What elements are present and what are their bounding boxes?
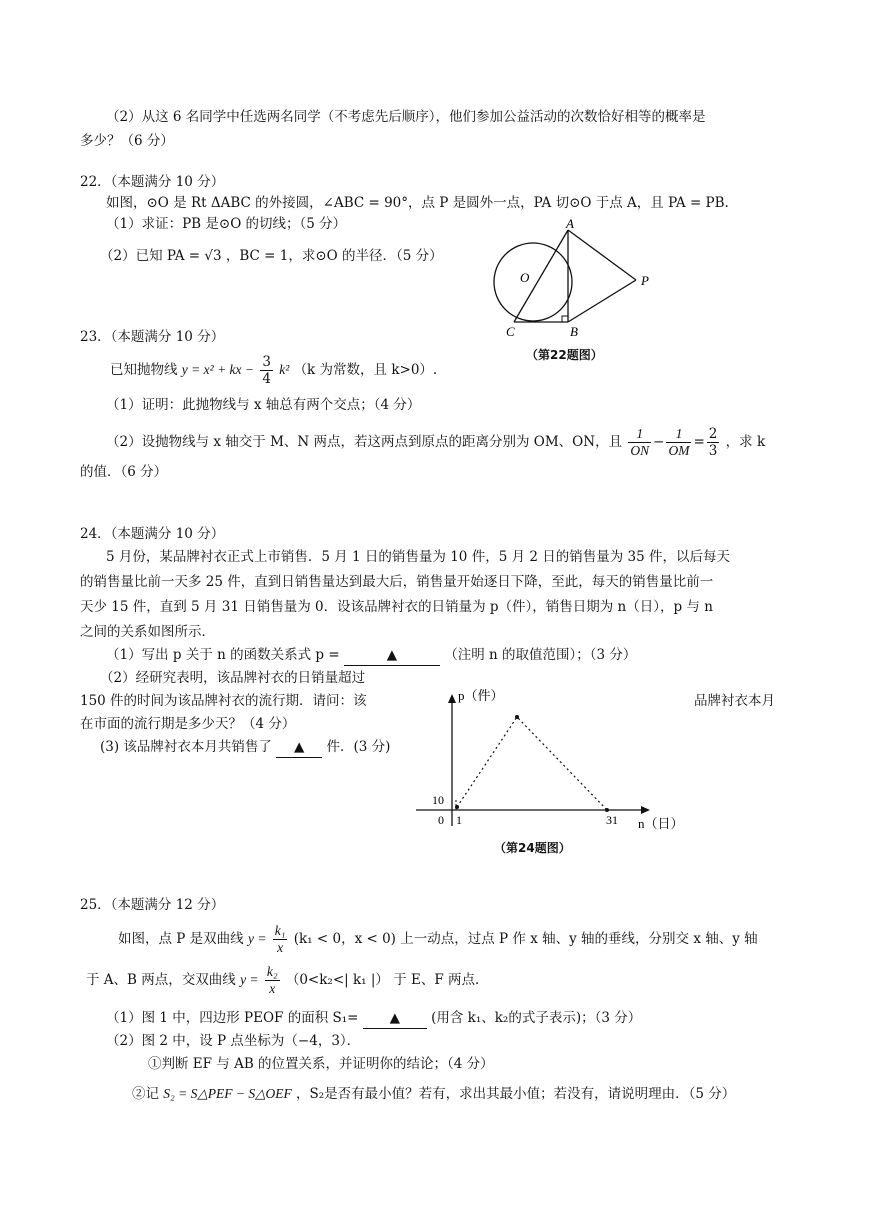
q25-stem-pre: 如图，点 P 是双曲线 [118, 931, 244, 947]
q24-line2: 的销售量比前一天多 25 件，直到日销售量达到最大后，销售量开始逐日下降，至此，每天的销售量比前一 [80, 574, 714, 590]
q24-line4: 之间的关系如图所示． [80, 624, 215, 640]
q23-f2-den: OM [668, 443, 690, 458]
q23-eq-tail: k² [279, 362, 290, 377]
q24-header: 24．（本题满分 10 分） [80, 526, 225, 542]
q25-part1-pre: （1）图 1 中，四边形 PEOF 的面积 S₁= [106, 1010, 359, 1026]
q23-part2 [106, 424, 765, 460]
q25-part2-ii-pre: ②记 [132, 1086, 159, 1102]
q23-part2-line2: 的值．（6 分） [80, 464, 168, 480]
q23-frac-den: 4 [262, 371, 271, 387]
q23-f1-den: ON [630, 443, 650, 458]
tick-y-10: 10 [432, 793, 444, 807]
q24-part3 [100, 737, 390, 758]
q25-part2-i: ①判断 EF 与 AB 的位置关系，并证明你的结论；（4 分） [148, 1056, 494, 1072]
q25-part1 [106, 1008, 641, 1029]
x-axis-label: n（日） [638, 816, 684, 831]
right-angle-mark [562, 316, 568, 322]
series-line [457, 717, 607, 810]
q25-part2-ii [132, 1084, 735, 1104]
q25-part2-ii-eq: S₂ = S△PEF − S△OEF [163, 1086, 292, 1101]
q24-part1 [106, 645, 636, 666]
y-axis-label: p（件） [458, 688, 504, 703]
q23-stem-pre: 已知抛物线 [110, 362, 178, 378]
q24-part1-post: （注明 n 的取值范围）；（3 分） [444, 647, 637, 663]
q25-eq1-cond: (k₁ < 0，x < 0) [293, 931, 396, 947]
q23-part2-pre: （2）设抛物线与 x 轴交于 M、N 两点，若这两点到原点的距离分别为 OM、ON，且 [106, 434, 623, 450]
y-axis-arrow [448, 694, 456, 703]
label-p: P [641, 273, 649, 288]
q24-part1-blank: ▲ [344, 645, 440, 666]
x-axis-arrow [641, 806, 650, 814]
q23-eq-frac [260, 354, 273, 387]
q22-part2: （2）已知 PA = √3 ，BC = 1，求⊙O 的半径．（5 分） [100, 248, 443, 264]
q25-eq2-lhs: y = [240, 972, 259, 987]
q22-stem: 如图，⊙O 是 Rt ΔABC 的外接圆，∠ABC = 90°，点 P 是圆外一点，PA 切⊙O 于点 A，且 PA = PB. [106, 195, 729, 211]
q23-header: 23．（本题满分 10 分） [80, 329, 225, 345]
q24-line1: 5 月份，某品牌衬衣正式上市销售．5 月 1 日的销售量为 10 件，5 月 2 日的销售量为 35 件，以后每天 [106, 549, 731, 565]
q23-part2-post: ，求 k [725, 434, 766, 450]
label-c: C [506, 324, 515, 339]
q22-part1: （1）求证：PB 是⊙O 的切线；（5 分） [106, 216, 347, 232]
q23-equals: = [693, 434, 705, 450]
q23-frac-2-3 [707, 426, 720, 459]
q23-eq-lhs: y = x² + kx − [181, 362, 255, 377]
q24-part2-line2: 150 件的时间为该品牌衬衣的流行期．请问：该 [80, 693, 367, 709]
q25-k1-den: x [277, 940, 284, 955]
q24-chart [412, 686, 684, 836]
q25-line2 [86, 961, 489, 999]
q24-part3-blank: ▲ [276, 737, 322, 758]
q23-f3-den: 3 [708, 443, 718, 459]
tick-x-31: 31 [606, 813, 618, 827]
q21-part2-line2: 多少？（6 分） [80, 133, 174, 149]
q25-stem-post: 上一动点，过点 P 作 x 轴、y 轴的垂线，分别交 x 轴、y 轴 [400, 931, 758, 947]
q24-part2-right: 品牌衬衣本月 [694, 693, 775, 709]
q25-k2-num: k₂ [266, 964, 278, 979]
data-point-0 [455, 805, 459, 809]
q22-figure [490, 216, 660, 352]
q25-eq1-lhs: y = [247, 931, 267, 946]
q25-part1-post: (用含 k₁、k₂的式子表示)；（3 分） [431, 1010, 642, 1026]
data-point-1 [515, 715, 519, 719]
q23-stem-post: （k 为常数，且 k>0）. [293, 362, 438, 378]
q25-stem [118, 920, 758, 958]
segment-bp [568, 280, 636, 322]
q24-part1-pre: （1）写出 p 关于 n 的函数关系式 p = [106, 647, 340, 663]
q23-f2-num: 1 [666, 426, 691, 443]
q25-line2-cond: （0<k₂<| k₁ |） [285, 972, 389, 988]
q25-part2-ii-post: ，S₂是否有最小值？若有，求出其最小值；若没有，请说明理由．（5 分） [296, 1086, 736, 1102]
q24-line3: 天少 15 件，直到 5 月 31 日销售量为 0．设该品牌衬衣的日销量为 p（件），销售日期为 n（日），p 与 n [80, 599, 713, 615]
q23-frac-1-om [666, 426, 691, 459]
label-o: O [520, 270, 530, 285]
q23-minus: − [653, 434, 665, 450]
q23-stem [110, 352, 437, 388]
q25-line2-pre: 于 A、B 两点，交双曲线 [86, 972, 236, 988]
q23-f1-num: 1 [628, 426, 651, 443]
label-a: A [566, 216, 574, 231]
segment-ap [568, 230, 636, 280]
q24-part3-post: 件．(3 分) [326, 739, 391, 755]
series-points [455, 715, 609, 812]
q25-eq1-frac [273, 923, 288, 956]
q24-part3-pre: (3) 该品牌衬衣本月共销售了 [100, 739, 272, 755]
label-b: B [570, 324, 578, 339]
q25-k2-den: x [269, 981, 276, 996]
q24-part2-line3: 在市面的流行期是多少天？（4 分） [80, 716, 296, 732]
q23-f3-num: 2 [708, 426, 718, 442]
q22-header: 22．（本题满分 10 分） [80, 174, 225, 190]
q25-eq2-frac [265, 964, 280, 997]
q25-header: 25．（本题满分 12 分） [80, 897, 225, 913]
q25-line2-post: 于 E、F 两点． [393, 972, 489, 988]
q25-part1-blank: ▲ [363, 1008, 427, 1029]
tick-x-1: 1 [456, 813, 462, 827]
q24-caption: （第24题图） [494, 841, 571, 855]
q23-frac-num: 3 [262, 354, 271, 370]
tick-x-0: 0 [438, 813, 444, 827]
q23-frac-1-on [628, 426, 651, 459]
data-point-2 [605, 808, 609, 812]
q21-part2-line1: （2）从这 6 名同学中任选两名同学（不考虑先后顺序），他们参加公益活动的次数恰好相等的概率是 [106, 109, 706, 125]
q25-k1-num: k₁ [274, 923, 286, 938]
q25-part2: （2）图 2 中，设 P 点坐标为（−4，3）． [106, 1033, 361, 1049]
q22-caption: （第22题图） [526, 348, 603, 362]
circle-o [494, 243, 572, 321]
q24-part2-line1: （2）经研究表明，该品牌衬衣的日销量超过 [100, 670, 366, 686]
q23-part1: （1）证明：此抛物线与 x 轴总有两个交点；（4 分） [106, 397, 421, 413]
